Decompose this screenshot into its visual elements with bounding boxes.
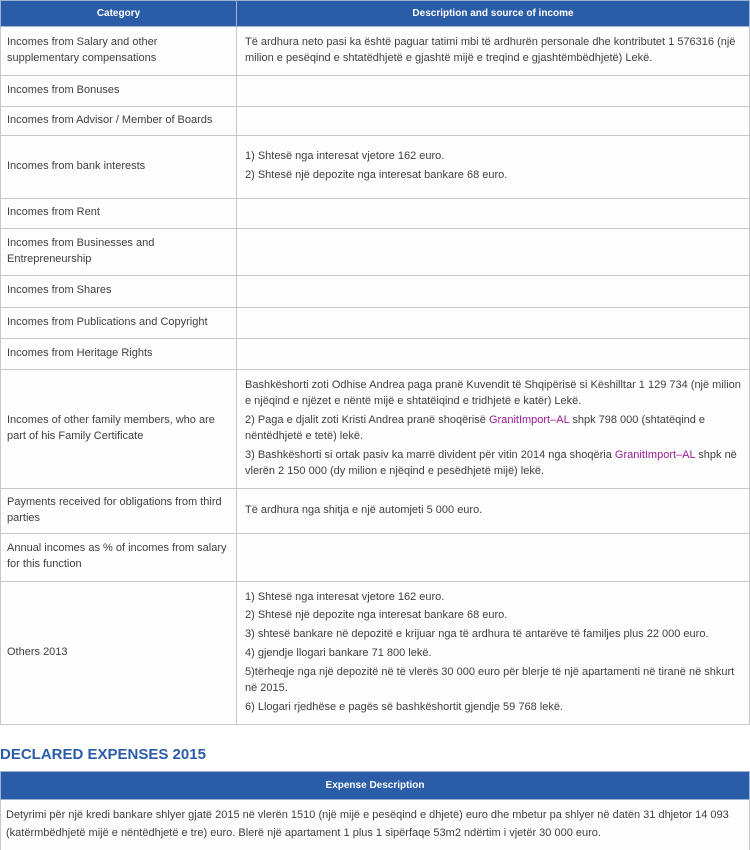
category-cell: Incomes from bank interests — [1, 135, 237, 198]
description-cell — [237, 228, 750, 275]
table-row — [1, 135, 750, 198]
company-link[interactable]: GranitImport–AL — [488, 413, 570, 426]
description-line: 1) Shtesë nga interesat vjetore 162 euro. — [245, 150, 445, 163]
description-cell — [237, 533, 750, 581]
table-row — [1, 27, 750, 76]
description-cell — [237, 338, 750, 369]
description-line: Të ardhura neto pasi ka është paguar tatimi mbi të ardhurën personale dhe kontributet 1 576316 (një milion e pesëqind e shtatëdhjetë e gjashtë mijë e treqind e gjashtëmbëdhjetë) Lekë. — [245, 36, 736, 64]
table-row — [1, 75, 750, 106]
description-cell — [237, 307, 750, 338]
description-cell — [237, 369, 750, 488]
expense-description: Detyrimi për një kredi bankare shlyer gjatë 2015 në vlerën 1510 (një mijë e pesëqind e dhjetë) euro dhe mbetur pa shlyer në datën 31 dhjetor 14 093 (katërmbëdhjetë mijë e nëntëdhjetë e tre) euro. Blerë një apartament 1 plus 1 sipërfaqe 53m2 ndërtim i vjetër 30 000 euro. — [0, 800, 750, 850]
description-cell — [237, 135, 750, 198]
description-cell — [237, 75, 750, 106]
category-cell: Annual incomes as % of incomes from salary for this function — [1, 533, 237, 581]
description-line: 3) Bashkëshorti si ortak pasiv ka marrë divident për vitin 2014 nga shoqëria GranitImport–AL shpk në vlerën 2 150 000 (dy milion e njëqind e pesëdhjetë mijë) lekë. — [245, 448, 737, 477]
description-line: Bashkëshorti zoti Odhise Andrea paga pranë Kuvendit të Shqipërisë si Këshilltar 1 129 734 (një milion e njëqind e njëzet e nëntë mijë e shtatëiqind e tridhjetë e katër) Lekë. — [245, 378, 741, 407]
table-row — [1, 533, 750, 581]
description-line: 4) gjendje llogari bankare 71 800 lekë. — [245, 647, 432, 660]
table-row — [1, 275, 750, 307]
column-header-category: Category — [1, 1, 237, 27]
category-cell: Incomes from Advisor / Member of Boards — [1, 106, 237, 135]
description-line: 2) Shtesë një depozite nga interesat bankare 68 euro. — [245, 609, 508, 622]
category-cell: Incomes from Shares — [1, 275, 237, 307]
description-line: 5)tërheqje nga një depozitë në të vlerës 30 000 euro për blerje të një apartamenti në tiranë në shkurt në 2015. — [245, 666, 735, 695]
table-row — [1, 488, 750, 533]
expense-column-header: Expense Description — [0, 771, 750, 800]
description-line: 2) Shtesë një depozite nga interesat bankare 68 euro. — [245, 169, 508, 182]
category-cell: Incomes from Bonuses — [1, 75, 237, 106]
description-cell — [237, 488, 750, 533]
category-cell: Incomes from Salary and other supplementary compensations — [1, 27, 237, 76]
company-link[interactable]: GranitImport–AL — [614, 448, 696, 461]
category-cell: Others 2013 — [1, 581, 237, 725]
expense-table — [0, 771, 750, 850]
table-row — [1, 228, 750, 275]
header-row — [1, 1, 750, 27]
category-cell: Payments received for obligations from third parties — [1, 488, 237, 533]
category-cell: Incomes from Rent — [1, 198, 237, 228]
category-cell: Incomes from Businesses and Entrepreneurship — [1, 228, 237, 275]
table-row — [1, 581, 750, 725]
description-line: 6) Llogari rjedhëse e pagës së bashkëshortit gjendje 59 768 lekë. — [245, 701, 563, 714]
table-row — [1, 307, 750, 338]
category-cell: Incomes of other family members, who are part of his Family Certificate — [1, 369, 237, 488]
category-cell: Incomes from Publications and Copyright — [1, 307, 237, 338]
description-cell — [237, 27, 750, 76]
table-row — [1, 369, 750, 488]
table-row — [1, 338, 750, 369]
description-line: 1) Shtesë nga interesat vjetore 162 euro. — [245, 590, 445, 603]
description-line: 2) Paga e djalit zoti Kristi Andrea pranë shoqërisë GranitImport–AL shpk 798 000 (shtatëqind e nëntëdhjetë e tetë) lekë. — [245, 413, 706, 442]
category-cell: Incomes from Heritage Rights — [1, 338, 237, 369]
description-cell — [237, 106, 750, 135]
description-line: 3) shtesë bankare në depozitë e krijuar nga të ardhura të antarëve të familjes plus 22 000 euro. — [245, 628, 709, 641]
description-line: Të ardhura nga shitja e një automjeti 5 000 euro. — [245, 503, 483, 516]
table-row — [1, 198, 750, 228]
income-table-header — [1, 1, 750, 27]
table-row — [1, 106, 750, 135]
description-cell — [237, 275, 750, 307]
description-cell — [237, 581, 750, 725]
column-header-description: Description and source of income — [237, 1, 750, 27]
description-cell — [237, 198, 750, 228]
income-table-body — [1, 27, 750, 725]
expenses-section-title: DECLARED EXPENSES 2015 — [0, 746, 206, 764]
